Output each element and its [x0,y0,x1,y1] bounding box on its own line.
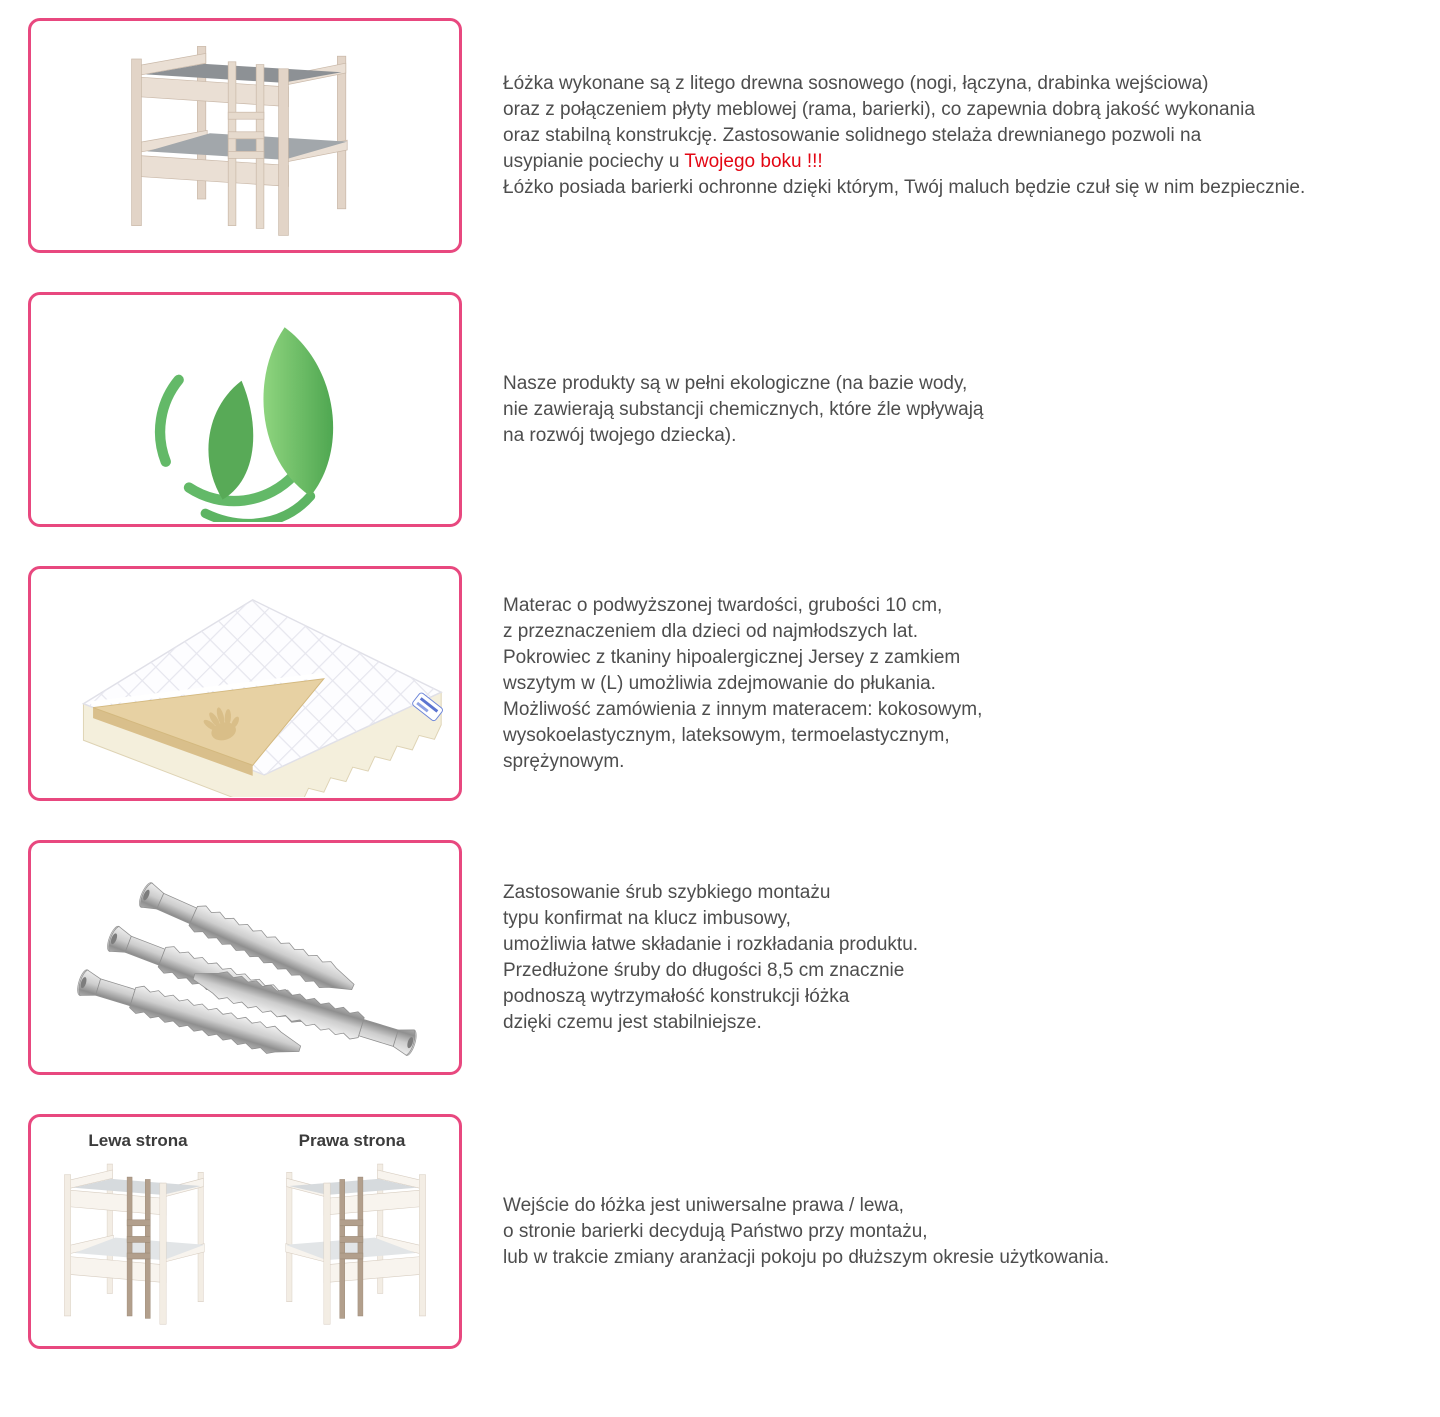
text-line: oraz stabilną konstrukcję. Zastosowanie solidnego stelaża drewnianego pozwoli na [503,124,1202,146]
screws-description [503,880,918,1036]
sides-description [503,1193,1109,1271]
bunk-bed-image [45,31,445,241]
section-sides [28,1114,1440,1349]
confirmat-screws-image [36,846,454,1070]
text-line: typu konfirmat na klucz imbusowy, [503,907,791,929]
text-line: Wejście do łóżka jest uniwersalne prawa / lewa, [503,1194,904,1216]
text-line: wysokoelastycznym, lateksowym, termoelastycznym, [503,724,950,746]
bed-left-side-image [38,1151,238,1329]
right-side-label: Prawa strona [298,1131,406,1150]
mattress-description [503,593,982,775]
text-line: z przeznaczeniem dla dzieci od najmłodszych lat. [503,620,919,642]
text-line: na rozwój twojego dziecka). [503,424,737,446]
section-eco [28,292,1440,527]
text-line: podnoszą wytrzymałość konstrukcji łóżka [503,985,850,1007]
right-variant [245,1125,459,1346]
text-line: Pokrowiec z tkaniny hipoalergicznej Jersey z zamkiem [503,646,961,668]
text-line: Przedłużone śruby do długości 8,5 cm znacznie [503,959,905,981]
eco-description [503,371,983,449]
text-line: o stronie barierki decydują Państwo przy montażu, [503,1220,928,1242]
text-line: Łóżko posiada barierki ochronne dzięki którym, Twój maluch będzie czuł się w nim bezpiecznie. [503,176,1306,198]
text-line: nie zawierają substancji chemicznych, które źle wpływają [503,398,984,420]
text-line: Nasze produkty są w pełni ekologiczne (na bazie wody, [503,372,968,394]
bed-right-side-image [252,1151,452,1329]
eco-image-box [28,292,462,527]
section-mattress [28,566,1440,801]
text-line: Łóżka wykonane są z litego drewna sosnowego (nogi, łączyna, drabinka wejściowa) [503,72,1209,94]
left-variant [31,1125,245,1346]
bed-variants [31,1117,459,1346]
text-line [503,149,1305,175]
section-construction [28,18,1440,253]
text-line: Zastosowanie śrub szybkiego montażu [503,881,831,903]
eco-leaf-icon [100,298,390,522]
bunk-bed-image-box [28,18,462,253]
text-line: wszytym w (L) umożliwia zdejmowanie do płukania. [503,672,936,694]
highlight-text: Twojego boku !!! [684,150,823,172]
construction-description [503,71,1305,201]
screws-image-box [28,840,462,1075]
bed-variants-image-box [28,1114,462,1349]
text-segment: usypianie pociechy u [503,150,685,172]
text-line: sprężynowym. [503,750,625,772]
text-line: dzięki czemu jest stabilniejsze. [503,1011,762,1033]
text-line: Możliwość zamówienia z innym materacem: kokosowym, [503,698,983,720]
section-screws [28,840,1440,1075]
left-side-label: Lewa strona [88,1131,188,1150]
text-line: Materac o podwyższonej twardości, grubości 10 cm, [503,594,943,616]
mattress-image [33,571,457,797]
mattress-image-box [28,566,462,801]
text-line: umożliwia łatwe składanie i rozkładania produktu. [503,933,919,955]
text-line: oraz z połączeniem płyty meblowej (rama, barierki), co zapewnia dobrą jakość wykonania [503,98,1255,120]
text-line: lub w trakcie zmiany aranżacji pokoju po dłuższym okresie użytkowania. [503,1246,1110,1268]
